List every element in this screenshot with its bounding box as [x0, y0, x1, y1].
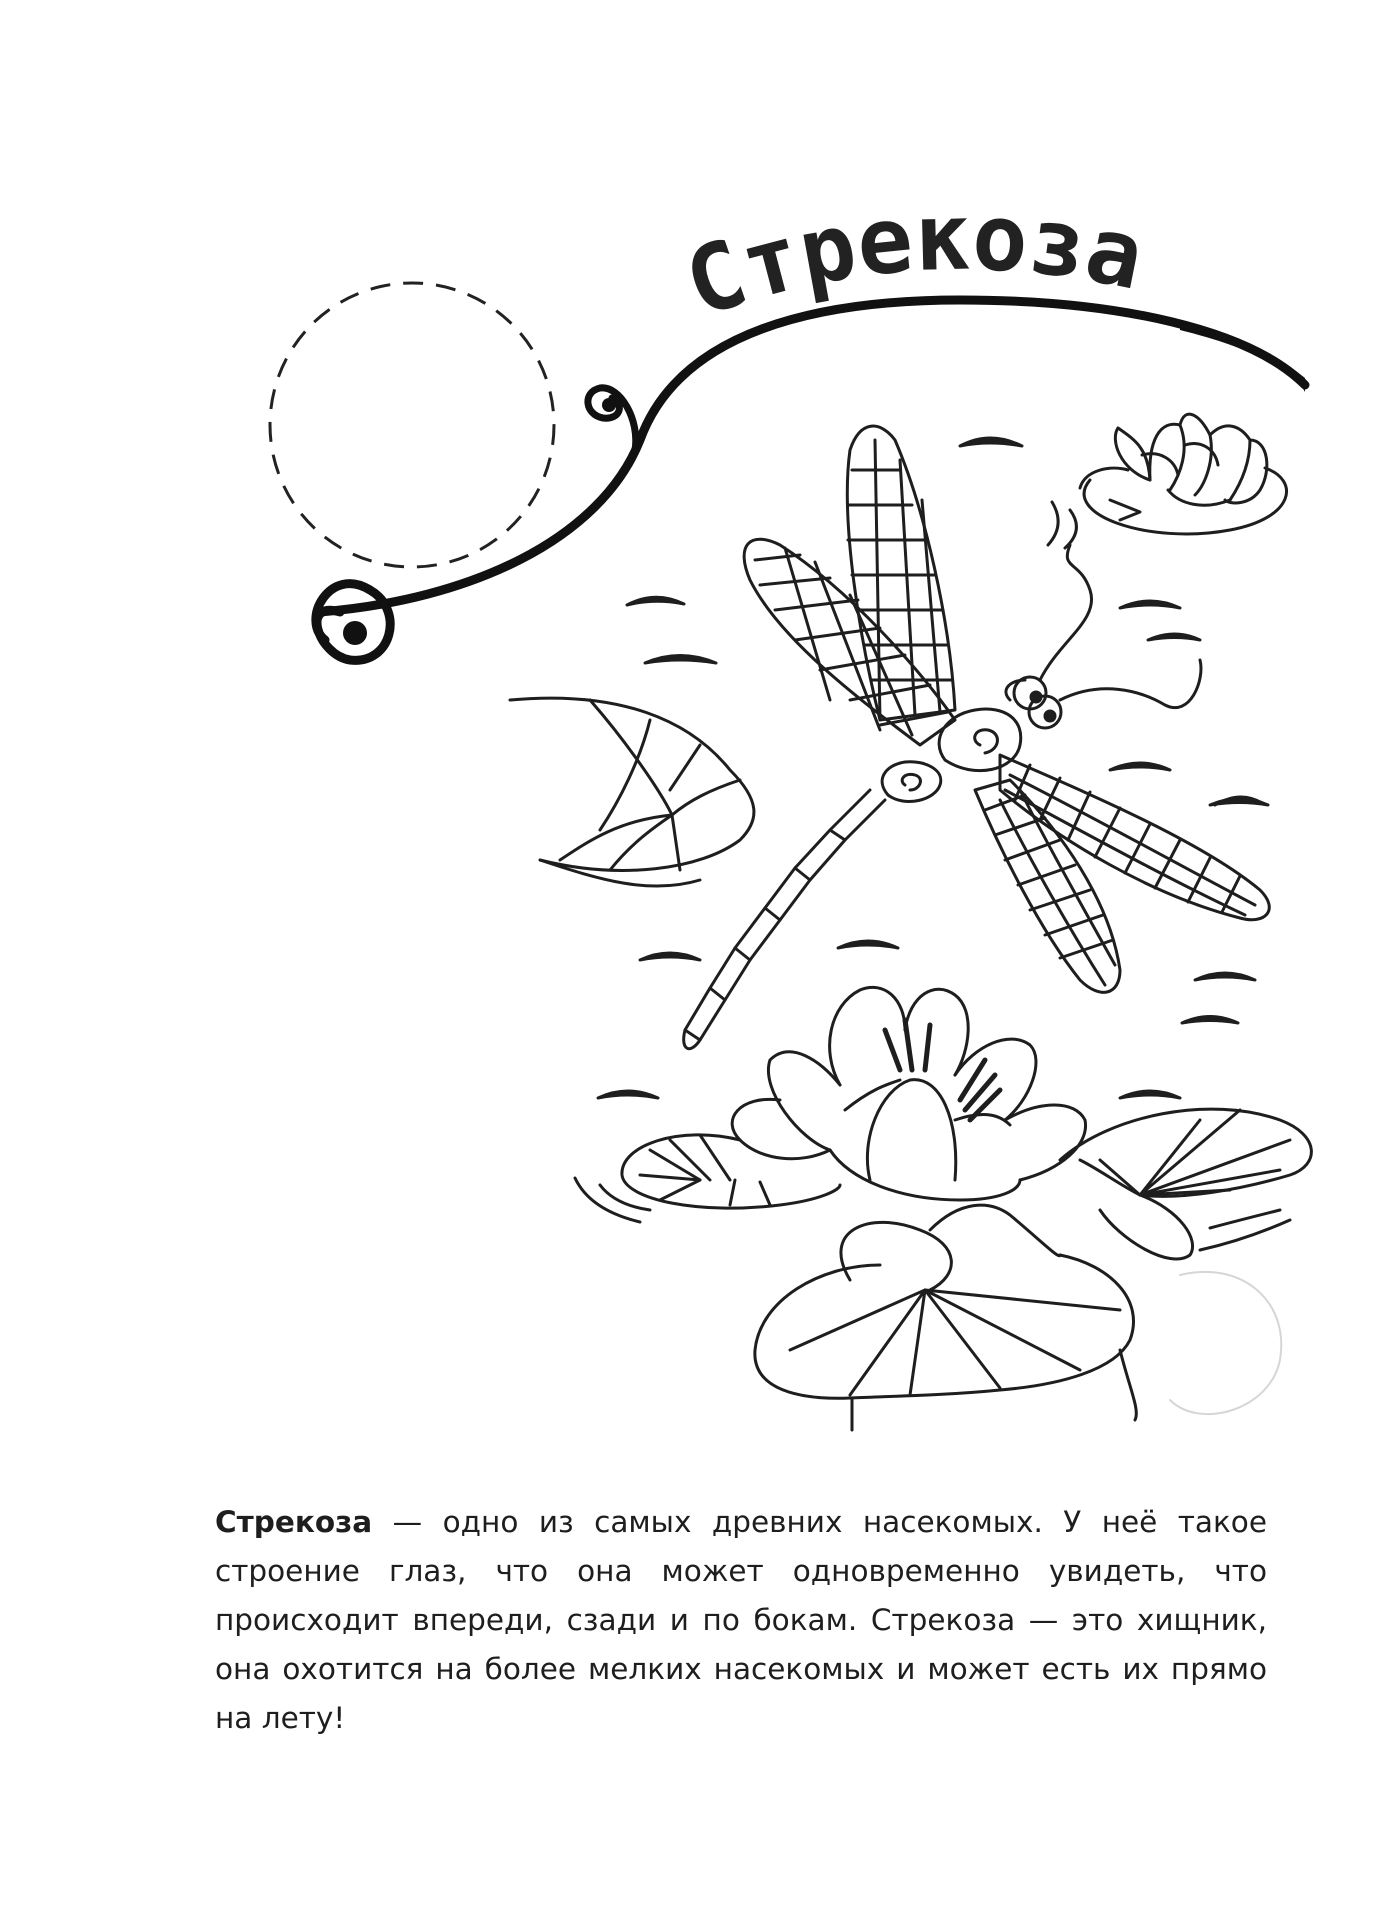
lily-pad-background-illustration	[1170, 1272, 1281, 1414]
dragonfly-illustration	[684, 426, 1270, 1049]
water-lily-illustration	[732, 987, 1085, 1200]
lily-pad-bottom-right-illustration	[1060, 1109, 1311, 1259]
description-lead: Стрекоза	[215, 1504, 373, 1539]
lily-pad-left-illustration	[510, 698, 754, 886]
description-text: — одно из самых древних насекомых. У неё такое строение глаз, что она может одновременно увидеть, что происходит впереди, сзади и по бокам. Стрекоза — это хищник, она охотится на более мелких насекомых и может есть их прямо на лету!	[215, 1504, 1267, 1735]
water-lily-small-illustration	[1080, 414, 1287, 534]
lily-pad-bottom-illustration	[755, 1205, 1136, 1430]
description-paragraph	[215, 1498, 1267, 1743]
lily-pad-bottom-left-illustration	[622, 1135, 840, 1208]
page-title: Стрекоза	[672, 183, 1153, 339]
